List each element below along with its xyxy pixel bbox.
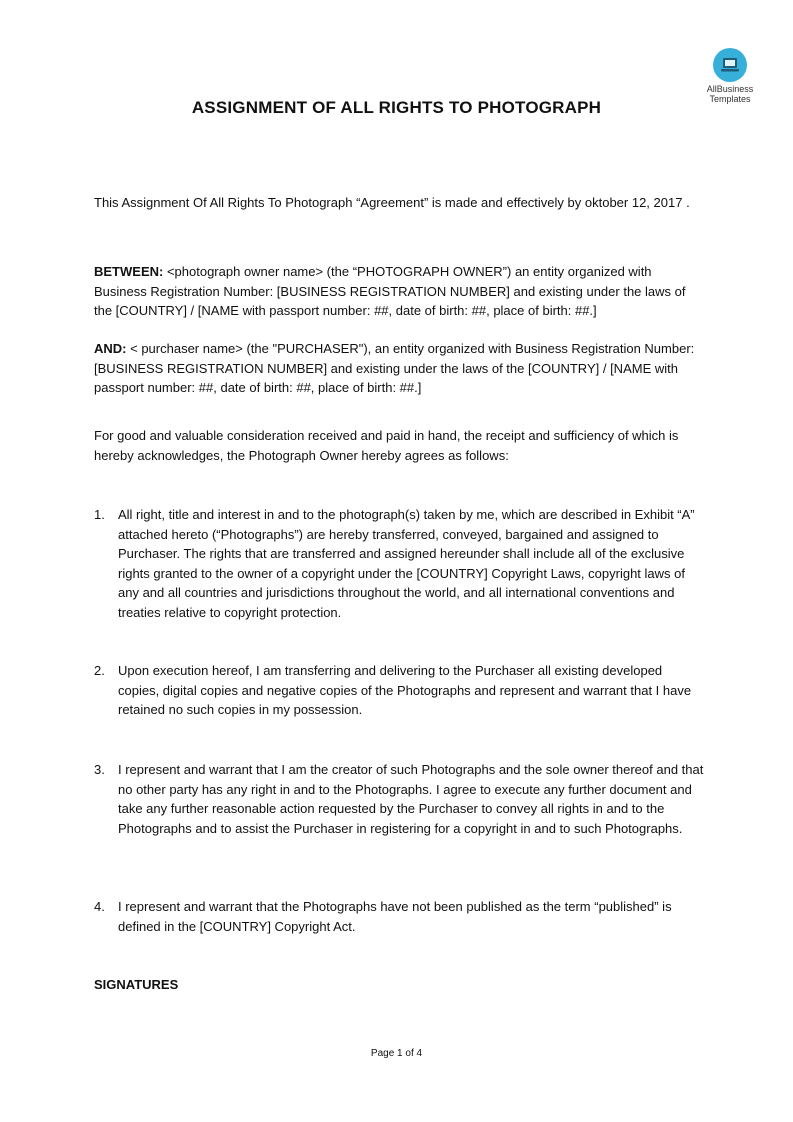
and-paragraph (94, 339, 704, 398)
list-item-text: I represent and warrant that I am the creator of such Photographs and the sole owner thereof and that no other party has any right in and to the Photographs. I agree to execute any further document and take any further reasonable action requested by the Purchaser to convey all rights in and to the Photographs and to assist the Purchaser in registering for a copyright in and to such Photographs. (118, 762, 704, 836)
consideration-paragraph: For good and valuable consideration received and paid in hand, the receipt and sufficiency of which is hereby acknowledges, the Photograph Owner hereby agrees as follows: (94, 428, 679, 463)
and-text: < purchaser name> (the "PURCHASER"), an entity organized with Business Registration Number: [BUSINESS REGISTRATION NUMBER] and existing under the laws of the [COUNTRY] / [NAME with passport number: ##, date of birth: ##, place of birth: ##.] (94, 341, 695, 395)
laptop-icon (713, 48, 747, 82)
list-item-number: 4. (94, 899, 105, 914)
list-item (94, 661, 704, 720)
list-item (94, 897, 704, 936)
between-text: <photograph owner name> (the “PHOTOGRAPH OWNER”) an entity organized with Business Registration Number: [BUSINESS REGISTRATION NUMBER] and existing under the laws of the [COUNTRY] / [NAME with passport number: ##, date of birth: ##, place of birth: ##.] (94, 264, 686, 318)
allbusiness-logo (700, 48, 760, 104)
between-label: BETWEEN: (94, 264, 164, 279)
list-item-text: All right, title and interest in and to the photograph(s) taken by me, which are described in Exhibit “A” attached hereto (“Photographs”) are hereby transferred, conveyed, bargained and assigned to Purchaser. The rights that are transferred and assigned hereunder shall include all of the exclusive rights granted to the owner of a copyright under the [COUNTRY] Copyright Laws, copyright laws of any and all countries and jurisdictions throughout the world, and all international conventions and treaties relative to copyright protection. (118, 507, 695, 620)
list-item-number: 1. (94, 507, 105, 522)
list-item-number: 3. (94, 762, 105, 777)
intro-paragraph: This Assignment Of All Rights To Photograph “Agreement” is made and effectively by oktober 12, 2017 . (94, 195, 690, 210)
signatures-heading: SIGNATURES (94, 977, 179, 992)
between-paragraph (94, 262, 704, 321)
list-item-text: Upon execution hereof, I am transferring and delivering to the Purchaser all existing developed copies, digital copies and negative copies of the Photographs and represent and warrant that I have retained no such copies in my possession. (118, 663, 692, 717)
list-item-number: 2. (94, 663, 105, 678)
list-item (94, 760, 704, 838)
list-item-text: I represent and warrant that the Photographs have not been published as the term “published” is defined in the [COUNTRY] Copyright Act. (118, 899, 672, 934)
logo-line2: Templates (709, 94, 751, 104)
list-item (94, 505, 704, 622)
and-label: AND: (94, 341, 127, 356)
document-title: ASSIGNMENT OF ALL RIGHTS TO PHOTOGRAPH (191, 98, 602, 117)
page-footer: Page 1 of 4 (370, 1048, 423, 1059)
logo-line1: AllBusiness (706, 84, 754, 94)
